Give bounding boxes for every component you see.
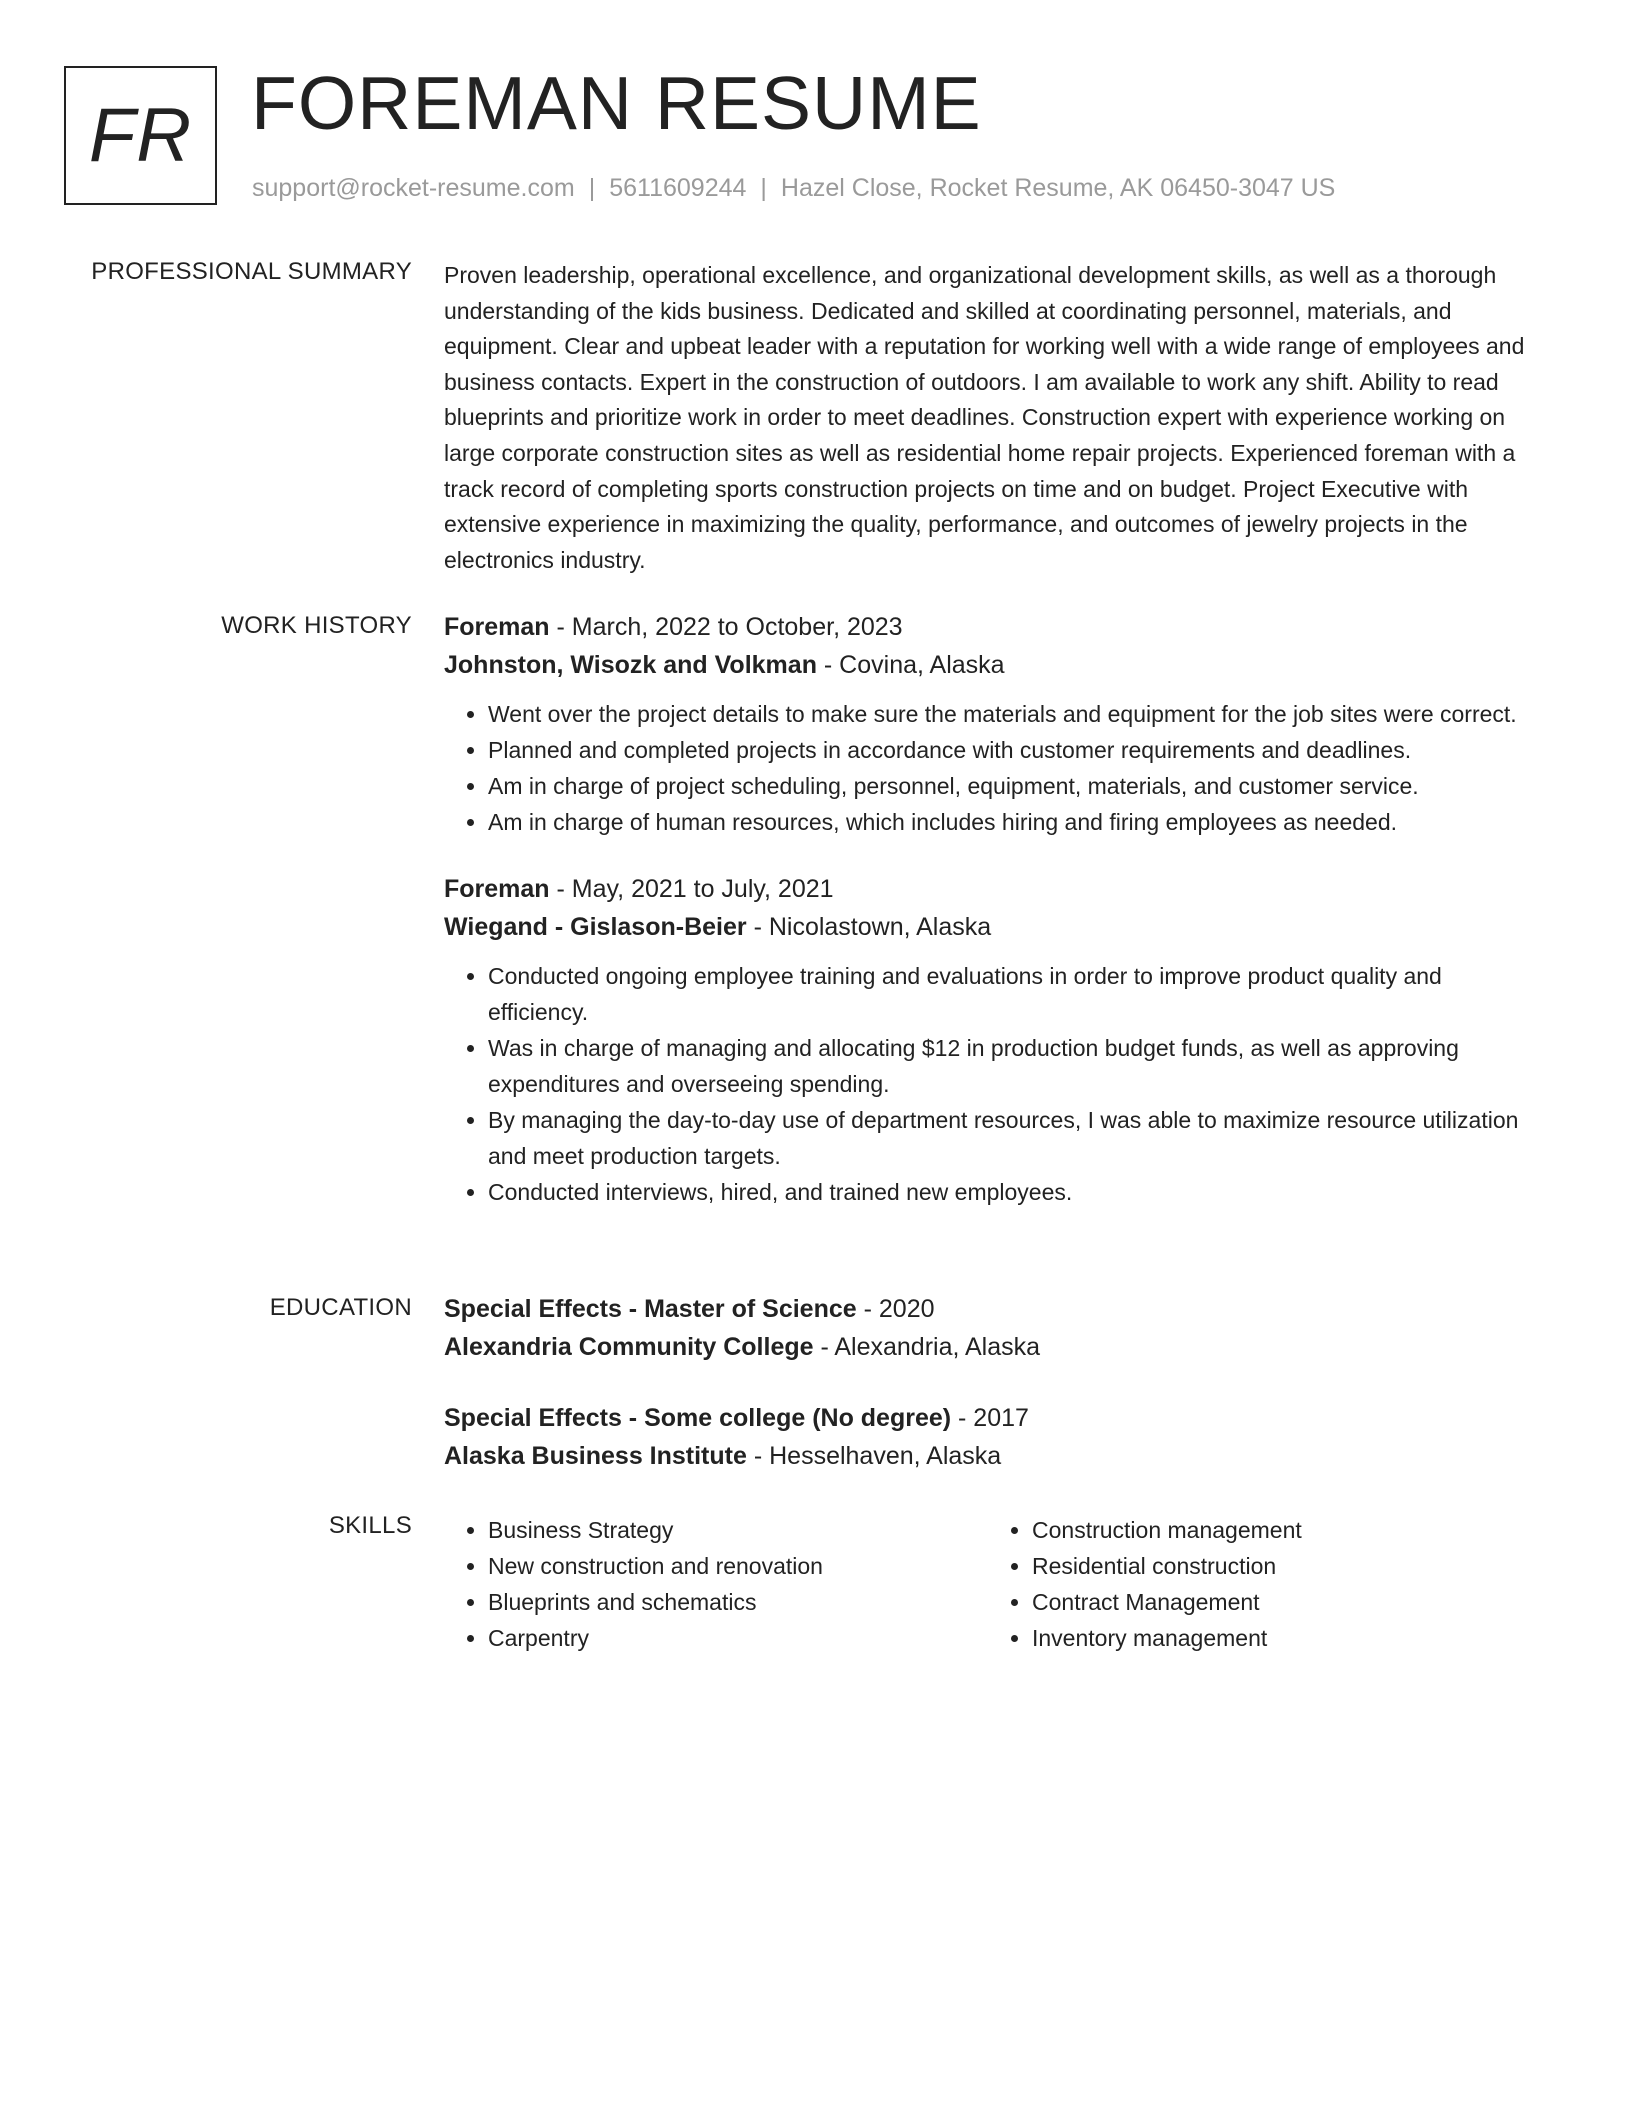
section-body (444, 258, 1539, 578)
skill-item: • Blueprints and schematics (488, 1584, 988, 1620)
resume-name: FOREMAN RESUME (251, 61, 982, 145)
skill-item: • New construction and renovation (488, 1548, 988, 1584)
contact-address: Hazel Close, Rocket Resume, AK 06450-3047 US (780, 174, 1336, 202)
education-entry (444, 1399, 1539, 1475)
section-title: PROFESSIONAL SUMMARY (91, 258, 412, 285)
education-degree: Special Effects - Some college (No degree) (444, 1404, 952, 1432)
education-school-line (444, 1437, 1539, 1475)
job-bullet: • Conducted interviews, hired, and trained new employees. (488, 1174, 1539, 1210)
education-degree-line (444, 1290, 1539, 1328)
skills-list-right (988, 1512, 1532, 1656)
education-school: Alexandria Community College (444, 1333, 814, 1361)
skill-item: • Contract Management (1032, 1584, 1532, 1620)
job-role: Foreman (444, 613, 550, 641)
education-school: Alaska Business Institute (444, 1442, 747, 1470)
contact-phone[interactable]: 5611609244 (609, 174, 747, 202)
job-location: - Covina, Alaska (816, 651, 1005, 679)
education-entry (444, 1290, 1539, 1366)
job-title-line (444, 870, 1539, 908)
job-entry (444, 870, 1539, 1210)
contact-separator: | (760, 174, 767, 202)
section-title: EDUCATION (269, 1294, 412, 1321)
education-location: - Hesselhaven, Alaska (746, 1442, 1002, 1470)
section-body (444, 608, 1539, 1210)
summary-text: Proven leadership, operational excellence, and organizational development skills, as well as a thorough understanding of the kids business. Dedicated and skilled at coordinating personnel, materials, and equipment. Clear and upbeat leader with a reputation for working well with a wide range of employees and business contacts. Expert in the construction of outdoors. I am available to work any shift. Ability to read blueprints and prioritize work in order to meet deadlines. Construction expert with experience working on large corporate construction sites as well as residential home repair projects. Experienced foreman with a track record of completing sports construction projects on time and on budget. Project Executive with extensive experience in maximizing the quality, performance, and outcomes of jewelry projects in the electronics industry. (444, 262, 1525, 573)
job-bullet: • Went over the project details to make sure the materials and equipment for the job sites were correct. (488, 696, 1539, 732)
skill-item: • Residential construction (1032, 1548, 1532, 1584)
education-year: - 2020 (856, 1295, 935, 1323)
contact-separator: | (588, 174, 596, 202)
section-body (444, 1290, 1539, 1475)
job-company-line (444, 908, 1539, 946)
contact-line (252, 174, 1335, 203)
job-bullet: • Am in charge of human resources, which includes hiring and firing employees as needed. (488, 804, 1539, 840)
job-company: Johnston, Wisozk and Volkman (444, 651, 817, 679)
job-bullet: • Planned and completed projects in accordance with customer requirements and deadlines. (488, 732, 1539, 768)
job-location: - Nicolastown, Alaska (746, 913, 992, 941)
job-bullet: • By managing the day-to-day use of department resources, I was able to maximize resource utilization and meet production targets. (488, 1102, 1539, 1174)
section-title: SKILLS (328, 1512, 412, 1539)
job-bullets (444, 696, 1539, 840)
skills-columns (444, 1512, 1539, 1656)
skills-list-left (444, 1512, 988, 1656)
job-dates: - May, 2021 to July, 2021 (549, 875, 834, 903)
monogram-badge: FR (64, 66, 217, 205)
job-company: Wiegand - Gislason-Beier (444, 913, 747, 941)
job-title-line (444, 608, 1539, 646)
section-body (444, 1512, 1539, 1656)
job-bullet: • Was in charge of managing and allocating $12 in production budget funds, as well as approving expenditures and overseeing spending. (488, 1030, 1539, 1102)
job-bullet: • Am in charge of project scheduling, personnel, equipment, materials, and customer service. (488, 768, 1539, 804)
job-role: Foreman (444, 875, 550, 903)
contact-email[interactable]: support@rocket-resume.com (252, 174, 575, 202)
job-bullets (444, 958, 1539, 1210)
education-degree-line (444, 1399, 1539, 1437)
section-title: WORK HISTORY (221, 612, 412, 639)
skill-item: • Carpentry (488, 1620, 988, 1656)
skill-item: • Construction management (1032, 1512, 1532, 1548)
job-company-line (444, 646, 1539, 684)
resume-header (64, 61, 1564, 210)
skill-item: • Business Strategy (488, 1512, 988, 1548)
education-degree: Special Effects - Master of Science (444, 1295, 857, 1323)
job-dates: - March, 2022 to October, 2023 (549, 613, 903, 641)
education-year: - 2017 (951, 1404, 1029, 1432)
job-entry (444, 608, 1539, 840)
job-bullet: • Conducted ongoing employee training and evaluations in order to improve product quality and efficiency. (488, 958, 1539, 1030)
skill-item: • Inventory management (1032, 1620, 1532, 1656)
education-location: - Alexandria, Alaska (813, 1333, 1041, 1361)
education-school-line (444, 1328, 1539, 1366)
